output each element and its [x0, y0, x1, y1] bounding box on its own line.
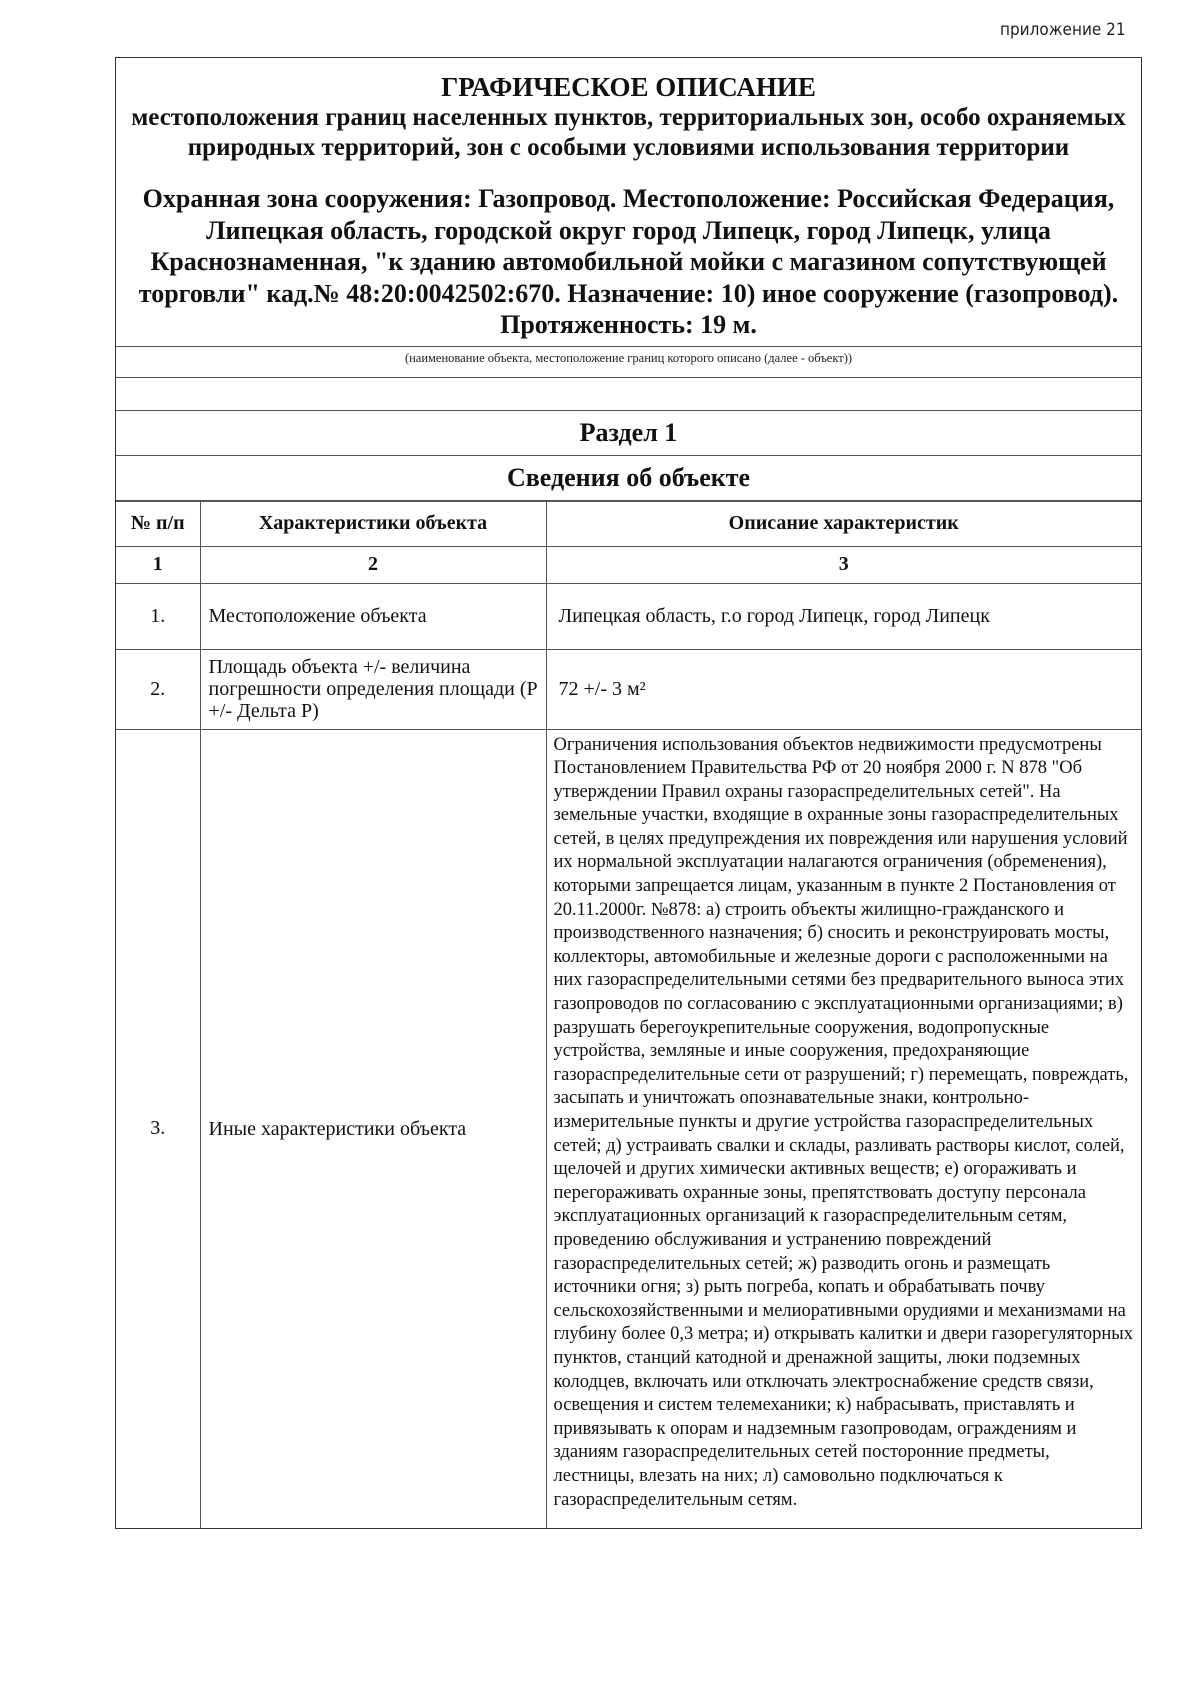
- row-characteristic: Местоположение объекта: [200, 583, 546, 649]
- row-description: 72 +/- 3 м²: [546, 649, 1141, 729]
- row-description: Ограничения использования объектов недвижимости предусмотрены Постановлением Правительства РФ от 20 ноября 2000 г. N 878 "Об утверждении Правил охраны газораспределительных сетей". На земельные участки, входящие в охранные зоны газораспределительных сетей, в целях предупреждения их повреждения или нарушения условий их нормальной эксплуатации налагаются ограничения (обременения), которыми запрещается лицам, указанным в пункте 2 Постановления от 20.11.2000г. №878: а) строить объекты жилищно-гражданского и производственного назначения; б) сносить и реконструировать мосты, коллекторы, автомобильные и железные дороги с расположенными на них газораспределительными сетями без предварительного выноса этих газопроводов по согласованию с эксплуатационными организациями; в) разрушать берегоукрепительные сооружения, водопропускные устройства, земляные и иные сооружения, предохраняющие газораспределительные сети от разрушений; г) перемещать, повреждать, засыпать и уничтожать опознавательные знаки, контрольно-измерительные пункты и другие устройства газораспределительных сетей; д) устраивать свалки и склады, разливать растворы кислот, солей, щелочей и других химически активных веществ; е) огораживать и перегораживать охранные зоны, препятствовать доступу персонала эксплуатационных организаций к газораспределительным сетям, проведению обслуживания и устранению повреждений газораспределительных сетей; ж) разводить огонь и размещать источники огня; з) рыть погреба, копать и обрабатывать почву сельскохозяйственными и мелиоративными орудиями и механизмами на глубину более 0,3 метра; и) открывать калитки и двери газорегуляторных пунктов, станций катодной и дренажной защиты, люки подземных колодцев, включать или отключать электроснабжение средств связи, освещения и систем телемеханики; к) набрасывать, приставлять и привязывать к опорам и надземным газопроводам, ограждениям и зданиям газораспределительных сетей посторонние предметы, лестницы, влезать на них; л) самовольно подключаться к газораспределительным сетям.: [546, 729, 1141, 1528]
- index-cell: 1: [116, 546, 200, 583]
- section-heading: Сведения об объекте: [116, 456, 1141, 501]
- column-header-description: Описание характеристик: [546, 501, 1141, 546]
- title-block: [116, 58, 1141, 378]
- column-header-characteristic: Характеристики объекта: [200, 501, 546, 546]
- row-number: 2.: [116, 649, 200, 729]
- row-description: Липецкая область, г.о город Липецк, город Липецк: [546, 583, 1141, 649]
- row-number: 1.: [116, 583, 200, 649]
- table-row: [116, 583, 1141, 649]
- section-label: Раздел 1: [116, 411, 1141, 456]
- object-name: Охранная зона сооружения: Газопровод. Местоположение: Российская Федерация, Липецкая область, городской округ город Липецк, город Липецк, улица Краснознаменная, "к зданию автомобильной мойки с магазином сопутствующей торговли" кад.№ 48:20:0042502:670. Назначение: 10) иное сооружение (газопровод). Протяженность: 19 м.: [138, 184, 1119, 339]
- document-title: ГРАФИЧЕСКОЕ ОПИСАНИЕ: [441, 72, 816, 102]
- table-header-row: [116, 501, 1141, 546]
- table-row: [116, 649, 1141, 729]
- row-characteristic: Площадь объекта +/- величина погрешности определения площади (Р +/- Дельта Р): [200, 649, 546, 729]
- object-name-caption: (наименование объекта, местоположение границ которого описано (далее - объект)): [116, 346, 1141, 377]
- index-cell: 3: [546, 546, 1141, 583]
- object-info-table: [116, 501, 1141, 1529]
- table-index-row: [116, 546, 1141, 583]
- column-header-number: № п/п: [116, 501, 200, 546]
- index-cell: 2: [200, 546, 546, 583]
- row-number: 3.: [116, 729, 200, 1528]
- table-row: [116, 729, 1141, 1528]
- document-subtitle: местоположения границ населенных пунктов, территориальных зон, особо охраняемых природных территорий, зон с особыми условиями использования территории: [131, 104, 1126, 161]
- document-sheet: [115, 57, 1142, 1529]
- appendix-label: приложение 21: [1000, 20, 1126, 40]
- spacer-row: [116, 378, 1141, 411]
- row-characteristic: Иные характеристики объекта: [200, 729, 546, 1528]
